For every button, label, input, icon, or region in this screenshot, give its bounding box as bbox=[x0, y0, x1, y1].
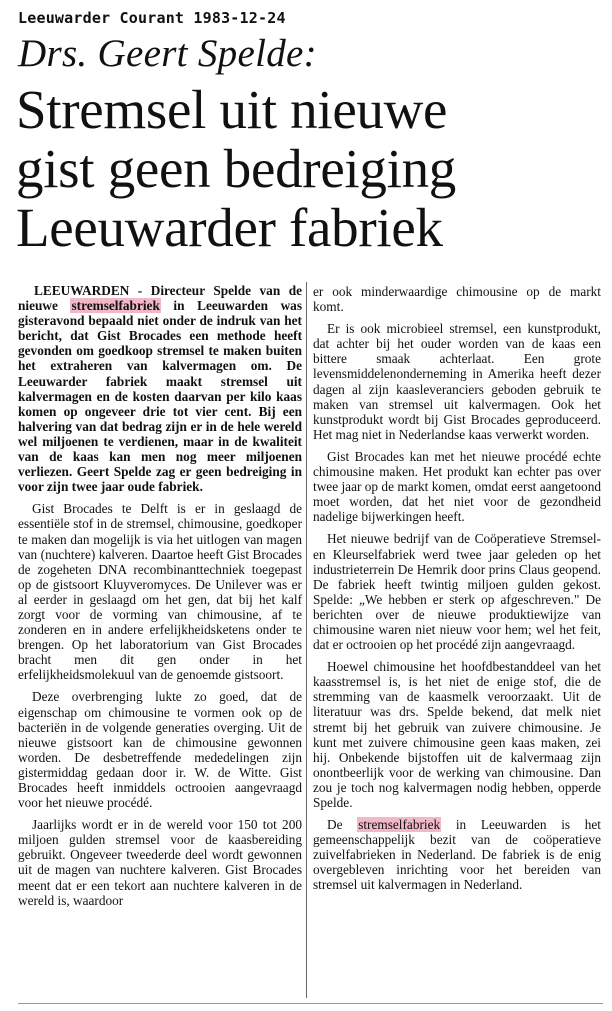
closing-text-2: in Leeuwarden is het gemeenschappelijk bezit van de coöperatieve zuivelfabrieken in Nederland. De fabriek is de enig overgebleven inrichting voor het bereiden van stremsel uit kalvermagen in Nederland. bbox=[313, 817, 601, 893]
byline: Drs. Geert Spelde: bbox=[18, 32, 317, 75]
lead-text-1: Directeur Spelde van de nieuwe bbox=[18, 283, 302, 314]
body-paragraph: Het nieuwe bedrijf van de Coöperatieve Stremsel- en Kleurselfabriek werd twee jaar geleden op het industrieterrein De Hemrik door prins Claus geopend. De fabriek heeft twintig miljoen gulden gekost. Spelde: „We hebben er sterk op afgeschreven." De berichten over de nieuwe produktiewijze van chimousine waren niet nieuw voor hem; wel het feit, dat er octrooien op het procédé zijn aangevraagd. bbox=[313, 531, 601, 653]
headline-line-3: Leeuwarder fabriek bbox=[16, 197, 443, 258]
body-paragraph: Gist Brocades kan met het nieuwe procédé echte chimousine maken. Het produkt kan echter pas over twee jaar op de markt komen, omdat eerst aangetoond moet worden, dat het niet voor de gezondheid nadelige bijwerkingen heeft. bbox=[313, 448, 601, 525]
dateline: LEEUWARDEN - bbox=[34, 283, 151, 298]
column-divider bbox=[306, 282, 307, 998]
headline bbox=[16, 80, 606, 257]
headline-line-1: Stremsel uit nieuwe bbox=[16, 79, 448, 140]
body-paragraph: Er is ook microbieel stremsel, een kunstprodukt, dat achter bij het ouder worden van de kaas een bittere smaak achterlaat. Een grote levensmiddelenonderneming in Amerika heeft dezer dagen al zijn kaasleveranciers geboden gebruik te maken van stremsel uit kalvermagen. Ook het kunstprodukt wordt bij Gist Brocades geproduceerd. Het mag niet in Nederlandse kaas verwerkt worden. bbox=[313, 321, 601, 442]
body-paragraph: Hoewel chimousine het hoofdbestanddeel van het kaasstremsel is, is het niet de enige stof, die de stremming van de kaasmelk veroorzaakt. Uit de literatuur was drs. Spelde bekend, dat melk niet stremt bij het gebruik van zuivere chimousine. Je kunt met zuivere chimousine geen kaas maken, zei hij. Onbekende bijstoffen uit de kalvermaag zijn onontbeerlijk voor de werking van chimousine. Dan zou je toch nog kalvermagen nodig hebben, opperde Spelde. bbox=[313, 659, 601, 810]
source-label: Leeuwarder Courant 1983-12-24 bbox=[18, 9, 286, 27]
highlight-stremselfabriek: stremselfabriek bbox=[358, 817, 441, 833]
closing-paragraph bbox=[313, 817, 601, 892]
lead-paragraph bbox=[18, 283, 302, 494]
closing-text-1: De bbox=[327, 817, 358, 833]
article-column-right bbox=[313, 284, 601, 900]
highlight-stremselfabriek: stremselfabriek bbox=[71, 298, 160, 314]
body-paragraph: Deze overbrenging lukte zo goed, dat de eigenschap om chimousine te vormen ook op de bacteriën in de volgende generaties overging. Uit de nieuwe gistsoort kan de chimousine gewonnen worden. De desbetreffende mededelingen zijn gistermiddag gedaan door ir. W. de Witte. Gist Brocades heeft inmiddels octrooien aangevraagd voor het nieuwe procédé. bbox=[18, 689, 302, 811]
article-column-left bbox=[18, 283, 302, 915]
bottom-rule bbox=[18, 1003, 603, 1004]
body-paragraph: Jaarlijks wordt er in de wereld voor 150 tot 200 miljoen gulden stremsel voor de kaasbereiding gebruikt. Ongeveer tweederde deel wordt gewonnen uit de magen van nuchtere kalveren. Gist Brocades meent dat er een tekort aan nuchtere kalveren in de wereld is, waardoor bbox=[18, 817, 302, 908]
lead-text-2: in Leeuwarden was gisteravond bepaald niet onder de indruk van het bericht, dat Gist Brocades een methode heeft gevonden om goedkoop stremsel te maken buiten het extraheren van kalvermagen om. De Leeuwarder fabriek maakt stremsel uit kalvermagen en de kosten daarvan per kilo kaas komen op ongeveer drie tot vier cent. Bij een halvering van dat bedrag zijn er in de hele wereld wel miljoenen te verdienen, maar in de kwaliteit van de kaas kan men nog meer miljoenen verliezen. Geert Spelde zag er geen bedreiging in voor zijn twee jaar oude fabriek. bbox=[18, 298, 302, 495]
headline-line-2: gist geen bedreiging bbox=[16, 138, 456, 199]
body-paragraph: er ook minderwaardige chimousine op de markt komt. bbox=[313, 284, 601, 315]
body-paragraph: Gist Brocades te Delft is er in geslaagd de essentiële stof in de stremsel, chimousine, goedkoper te maken dan mogelijk is via het uitlogen van magen van (nuchtere) kalveren. Daartoe heeft Gist Brocades de zogeheten DNA recombinanttechniek toegepast op de gistsoort Kluyveromyces. De Unilever was er al eerder in geslaagd om het gen, dat bij het kalf zorgt voor de vorming van chimousine, af te zonderen en in andere erfelijkheidsketens onder te brengen. Op het laboratorium van Gist Brocades bracht men dit gen onder in het erfelijkheidsmolekuul van de genoemde gistsoort. bbox=[18, 501, 302, 683]
